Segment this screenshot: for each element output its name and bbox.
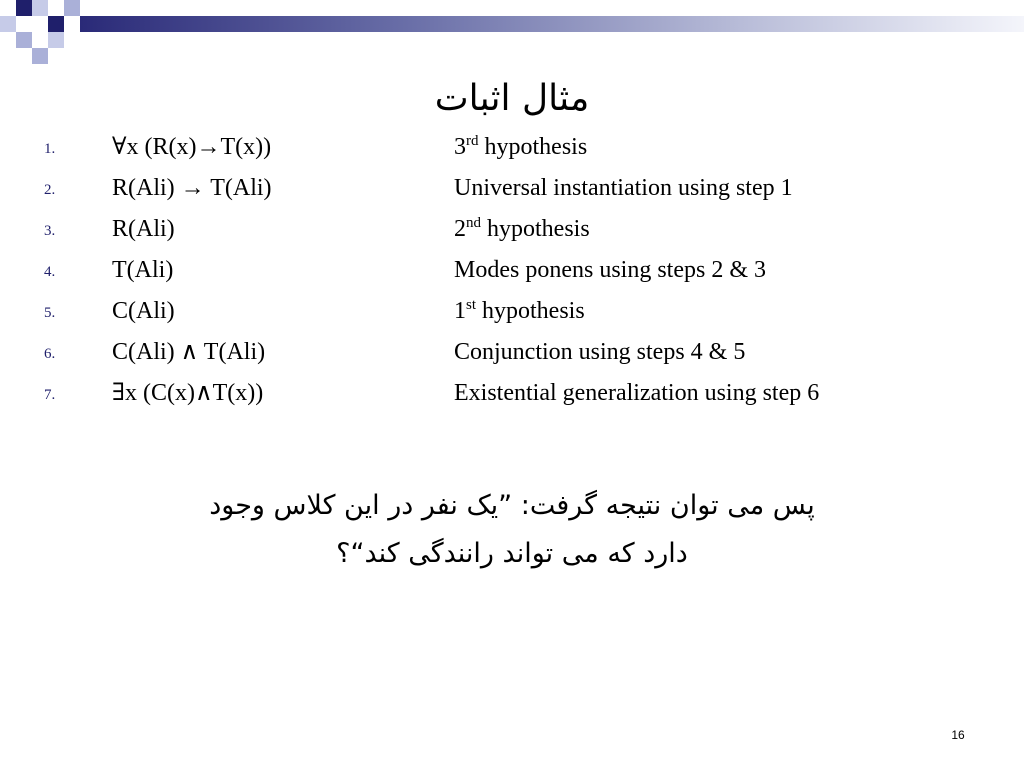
deco-square: [32, 0, 48, 16]
proof-step-5: [0, 294, 1024, 335]
step-number: 6.: [44, 346, 56, 362]
proof-steps: [0, 130, 1024, 417]
step-justification: Universal instantiation using step 1: [454, 175, 793, 201]
deco-square: [0, 16, 16, 32]
conclusion-text: [0, 482, 1024, 578]
step-formula: T(Ali): [112, 257, 174, 283]
step-justification: 3rd hypothesis: [454, 133, 588, 160]
deco-square: [48, 16, 64, 32]
step-justification: Existential generalization using step 6: [454, 380, 820, 406]
step-formula: ∀x (R(x)→T(x)): [112, 134, 272, 160]
step-number: 2.: [44, 182, 56, 198]
step-number: 5.: [44, 305, 56, 321]
slide-title: مثال اثبات: [434, 78, 590, 119]
step-formula: ∃x (C(x)∧T(x)): [112, 380, 264, 406]
step-justification: 2nd hypothesis: [454, 215, 590, 242]
proof-step-1: [0, 130, 1024, 171]
page-number: 16: [951, 728, 965, 742]
proof-step-6: [0, 335, 1024, 376]
deco-square: [64, 0, 80, 16]
conclusion-line-1: پس می توان نتیجه گرفت: ”یک نفر در این کلاس وجود: [209, 490, 815, 521]
step-number: 1.: [44, 141, 56, 157]
deco-square: [48, 32, 64, 48]
proof-step-7: [0, 376, 1024, 417]
step-justification: 1st hypothesis: [454, 297, 585, 324]
header-gradient-bar: [80, 16, 1024, 32]
conclusion-line-2: دارد که می تواند رانندگی کند“؟: [336, 538, 688, 569]
step-formula: C(Ali): [112, 298, 175, 324]
step-formula: C(Ali) ∧ T(Ali): [112, 339, 266, 365]
proof-step-3: [0, 212, 1024, 253]
step-formula: R(Ali) → T(Ali): [112, 175, 272, 201]
header-decoration: [0, 0, 1024, 64]
step-number: 3.: [44, 223, 56, 239]
deco-square: [16, 0, 32, 16]
proof-step-4: [0, 253, 1024, 294]
step-number: 4.: [44, 264, 56, 280]
deco-square: [32, 48, 48, 64]
step-formula: R(Ali): [112, 216, 175, 242]
proof-step-2: [0, 171, 1024, 212]
deco-square: [16, 32, 32, 48]
step-justification: Conjunction using steps 4 & 5: [454, 339, 746, 365]
step-justification: Modes ponens using steps 2 & 3: [454, 257, 766, 283]
step-number: 7.: [44, 387, 56, 403]
